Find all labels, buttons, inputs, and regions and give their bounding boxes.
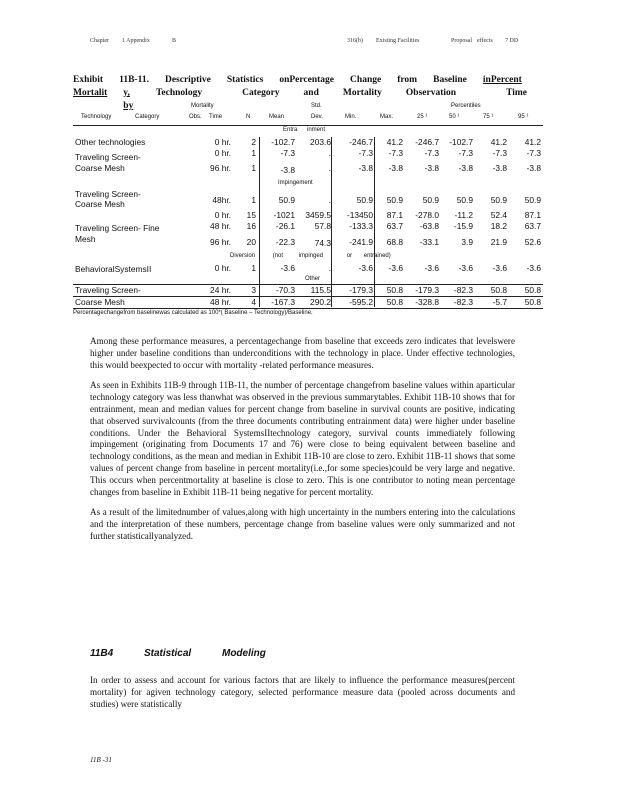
header-chapter: Chapter (90, 38, 109, 44)
table-row: BehavioralSystemsII 0 hr. 1 -3.6 . -3.6 -3.6 -3.6 -3.6 -3.6 -3.6 (75, 263, 541, 274)
table-row: Traveling Screen- Coarse Mesh 48hr. 1 50.9 . 50.9 50.9 50.9 50.9 50.9 50.9 (75, 189, 541, 209)
table-row: Mesh 96 hr. 20 -22.3 74.3 -241.9 68.8 -33.1 3.9 21.9 52.6 (75, 234, 541, 248)
table-row: Coarse Mesh 48 hr. 4 -167.3 290.2 -595.2 50.8 -328.8 -82.3 -5.7 50.8 (75, 297, 541, 307)
table-footnote: Percentagechangefrom baselinewas calculated as 100*( Baseline – Technology)/Baseline. (73, 310, 313, 316)
paragraph: As seen in Exhibits 11B-9 through 11B-11, the number of percentage changefrom baseline values within aparticular technology category was less thanwhat was observed in the previous summarytables. Exhibit 11B-10 shows that for entrainment, mean and median values for percent change from baseline in survival counts are positive, indicating that observed survivalcounts (from the three documents contributing entrainment data) were higher under baseline conditions. Under the Behavioral SystemsIItechnology category, survival counts immediately following impingement (originating from Documents 17 and 76) were close to being equivalent between baseline and technology conditions, as the mean and median in Exhibit 11B-10 are close to zero. Exhibit 11B-11 shows that some values of percent change from baseline in percent mortality(i.e.,for some species)could be very large and negative. This occurs when percentmortality at baseline is close to zero. This is one contributor to noting mean percentage changes from baseline in Exhibit 11B-11 being negative for percent mortality. (90, 380, 515, 497)
header-page-ref: 7 DD (505, 38, 519, 44)
paragraph: In order to assess and account for various factors that are likely to influence the performance measures(percent mortality) for agiven technology category, selected performance measure data (pooled across documents and studies) were statistically (90, 675, 515, 709)
section-label-diversion: Diversion (not impinged or entrained) (230, 253, 391, 259)
paragraph: Among these performance measures, a percentagechange from baseline that exceeds zero indicates that levelswere higher under baseline conditions than underconditions with the technology in place. Under effective technologies, this would beexpected to occur with mortality -related performance measures. (90, 336, 515, 370)
paragraph: As a result of the limitednumber of values,along with high uncertainty in the numbers entering into the calculations and the interpretation of these numbers, percentage change from baseline values were only summarized and not further statisticallyanalyzed. (90, 507, 515, 541)
page-number: 11B -31 (90, 756, 112, 764)
body-text (90, 336, 515, 552)
exhibit-title: Exhibit 11B-11. Descriptive Statistics onPercentage Change from Baseline inPercent Mortalit y, by Technology Category and Mortality Observation Time (73, 75, 527, 111)
header-appendix: 1 Appendix (122, 38, 150, 44)
table-header: Mortality Std. Percentiles Technology Category Obs. Time N Mean Dev. Min. Max. 25 ¹ 50 ¹ 75 ¹ 95 ¹ (73, 101, 543, 126)
section-body (90, 675, 515, 719)
header-facilities: Existing Facilities (376, 38, 420, 44)
section-label-entrainment: Entra inment (283, 127, 326, 133)
section-heading: 11B4 Statistical Modeling (90, 648, 266, 659)
table-row: Other technologies 0 hr. 2 -102.7 203.6 -246.7 41.2 -246.7 -102.7 41.2 41.2 (75, 137, 541, 147)
header-letter: B (172, 38, 177, 44)
table-row: Traveling Screen- 0 hr. 1 -7.3 . -7.3 -7.3 -7.3 -7.3 -7.3 -7.3 (75, 148, 541, 162)
table-row: Traveling Screen- Fine 48 hr. 16 -26.1 57.8 -133.3 63.7 -63.8 -15.9 18.2 63.7 (75, 221, 541, 233)
table-row: Traveling Screen- 24 hr. 3 -70.3 115.5 -179.3 50.8 -179.3 -82.3 50.8 50.8 (75, 285, 541, 295)
table-row: Coarse Mesh 96 hr. 1 -3.8 . -3.8 -3.8 -3.8 -3.8 -3.8 -3.8 (75, 163, 541, 175)
header-effects: effects (477, 38, 493, 44)
section-label-other: Other (305, 276, 321, 282)
statistics-table (73, 101, 543, 316)
header-section: 316(b) (347, 38, 363, 44)
header-proposal: Proposal (451, 38, 472, 44)
section-label-impingement: Impingement (278, 180, 313, 186)
table-row: 0 hr. 15 -1021 3459.5 -13450 87.1 -278.0 -11.2 52.4 87.1 (214, 210, 541, 220)
